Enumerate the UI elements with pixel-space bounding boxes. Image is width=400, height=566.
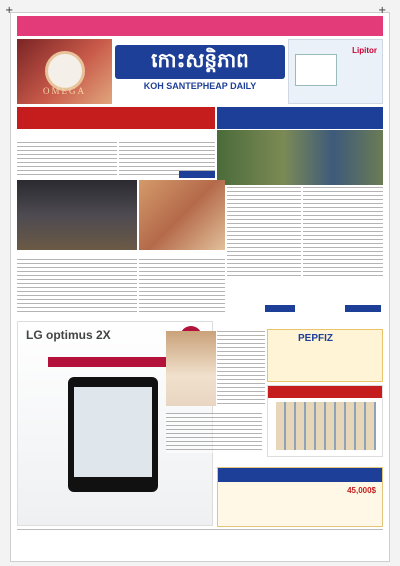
pepfiz-advertisement (267, 329, 383, 382)
story-text-column (166, 413, 262, 453)
building-ad-title-bar (268, 386, 382, 398)
medicine-box-icon (295, 54, 337, 86)
watch-dial-icon (45, 51, 85, 91)
smartphone-icon (68, 377, 158, 492)
story-text-column (139, 259, 225, 313)
story-text-column (227, 187, 301, 277)
masthead-subtitle: KOH SANTEPHEAP DAILY (143, 81, 257, 91)
night-crowd-photo (17, 180, 137, 250)
lead-subheadline (17, 130, 215, 139)
building-icon (276, 402, 376, 450)
family-photo (139, 180, 225, 250)
story-text-column (303, 187, 383, 277)
property-ad-title-bar (218, 468, 382, 482)
masthead-title: កោះសន្តិភាព (115, 45, 285, 79)
lipid-advertisement (288, 39, 383, 104)
property-advertisement (217, 467, 383, 527)
phone-ad-title: LG optimus 2X (26, 328, 111, 342)
story-text-column (217, 331, 265, 406)
story-text-column (17, 259, 137, 313)
ceremony-photo (217, 130, 383, 185)
crop-mark-icon: + (378, 5, 387, 16)
top-banner (17, 16, 383, 36)
page-reference-tag (265, 305, 295, 312)
phone-ad-strip (48, 357, 178, 367)
footer-divider (17, 529, 383, 530)
page-reference-tag (179, 171, 215, 178)
watch-brand: OMEGA (43, 86, 86, 96)
portrait-photo (166, 331, 216, 406)
story-text-column (17, 142, 117, 176)
footer-contact (17, 533, 383, 547)
crop-mark-icon: + (5, 5, 14, 16)
newspaper-page (10, 12, 390, 562)
watch-advertisement (17, 39, 112, 104)
lipid-brand: Lipitor (352, 46, 377, 55)
right-lead-headline-bar (217, 107, 383, 129)
building-advertisement (267, 385, 383, 457)
pepfiz-brand: PEPFIZ (298, 333, 334, 344)
lead-headline-bar (17, 107, 215, 129)
page-reference-tag (345, 305, 381, 312)
property-price: 45,000$ (347, 486, 376, 495)
masthead (115, 39, 285, 104)
